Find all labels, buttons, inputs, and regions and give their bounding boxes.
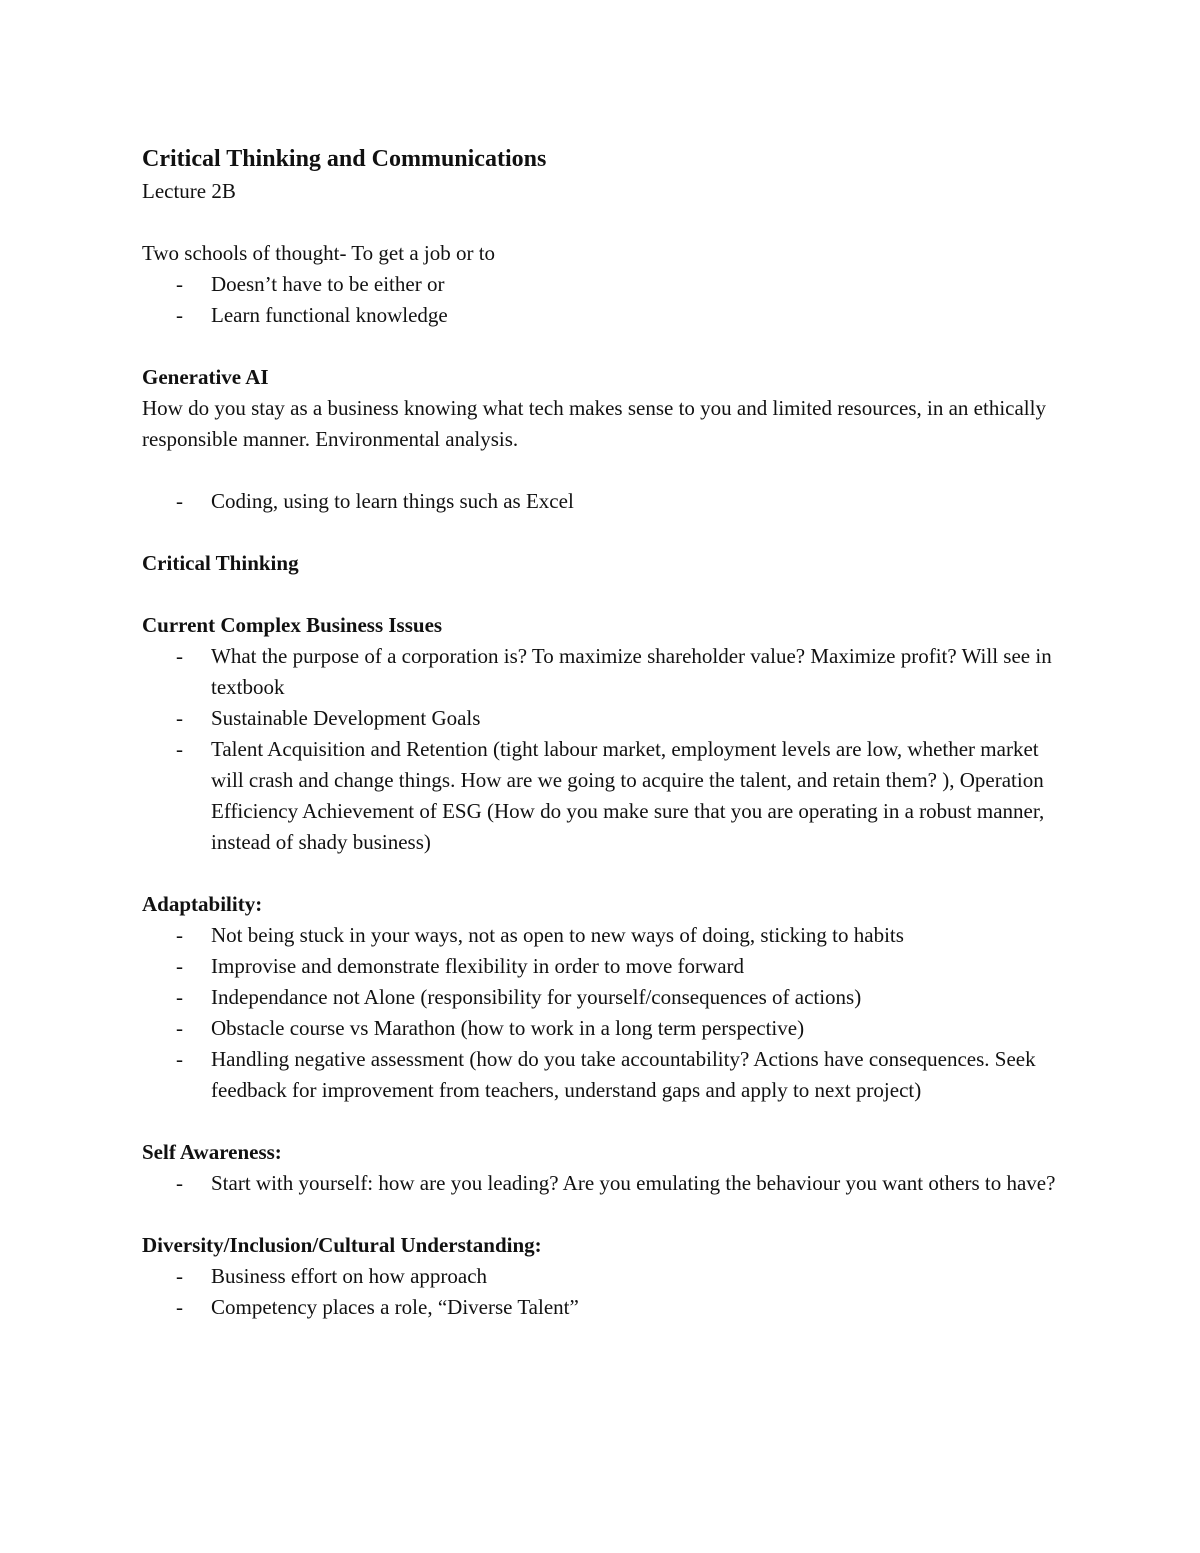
- section-heading: Current Complex Business Issues: [142, 613, 443, 637]
- list-item: [142, 1013, 1062, 1044]
- list-item-text: Competency places a role, “Diverse Talent”: [211, 1295, 579, 1319]
- intro-list: [142, 269, 1062, 331]
- dash-bullet: -: [176, 489, 183, 513]
- generative-ai-section: [142, 362, 1062, 517]
- list-item: [142, 300, 1062, 331]
- list-item: [142, 486, 1062, 517]
- dash-bullet: -: [176, 706, 183, 730]
- list-item-text: What the purpose of a corporation is? To maximize shareholder value? Maximize profit? Will see in textbook: [211, 644, 1052, 699]
- list-item: [142, 1261, 1062, 1292]
- list-item: [142, 951, 1062, 982]
- dash-bullet: -: [176, 985, 183, 1009]
- diversity-section: [142, 1230, 1062, 1323]
- list-item: [142, 641, 1062, 703]
- spacer: [142, 1106, 1062, 1137]
- intro-section: [142, 238, 1062, 331]
- section-heading: Generative AI: [142, 365, 269, 389]
- dash-bullet: -: [176, 923, 183, 947]
- business-issues-section: [142, 610, 1062, 858]
- dash-bullet: -: [176, 1295, 183, 1319]
- list-item: [142, 982, 1062, 1013]
- list-item: [142, 269, 1062, 300]
- adaptability-section: [142, 889, 1062, 1106]
- list-item-text: Sustainable Development Goals: [211, 706, 481, 730]
- list-item: [142, 734, 1062, 858]
- list-item-text: Obstacle course vs Marathon (how to work in a long term perspective): [211, 1016, 805, 1040]
- document-title: Critical Thinking and Communications: [142, 146, 547, 172]
- list-item-text: Talent Acquisition and Retention (tight labour market, employment levels are low, whether market will crash and change things. How are we going to acquire the talent, and retain them? ), Operation Efficiency Achievement of ESG (How do you make sure that you are operating in a robust manner, instead of shady business): [211, 737, 1045, 854]
- list-item-text: Improvise and demonstrate flexibility in order to move forward: [211, 954, 745, 978]
- list-item: [142, 1168, 1062, 1199]
- spacer: [142, 517, 1062, 548]
- list-item-text: Start with yourself: how are you leading? Are you emulating the behaviour you want others to have?: [211, 1171, 1056, 1195]
- document-page: [142, 142, 1062, 1323]
- dash-bullet: -: [176, 644, 183, 668]
- list-item-text: Doesn’t have to be either or: [211, 272, 445, 296]
- document-subtitle: Lecture 2B: [142, 179, 236, 203]
- critical-thinking-section: [142, 548, 1062, 579]
- list-item: [142, 1292, 1062, 1323]
- spacer: [142, 331, 1062, 362]
- section-heading: Adaptability:: [142, 892, 263, 916]
- section-heading: Critical Thinking: [142, 551, 299, 575]
- list-item-text: Business effort on how approach: [211, 1264, 488, 1288]
- intro-text: Two schools of thought- To get a job or to: [142, 241, 496, 265]
- list-item-text: Handling negative assessment (how do you take accountability? Actions have consequences. Seek feedback for improvement from teachers, understand gaps and apply to next project): [211, 1047, 1036, 1102]
- dash-bullet: -: [176, 1016, 183, 1040]
- section-heading: Self Awareness:: [142, 1140, 282, 1164]
- business-issues-list: [142, 641, 1062, 858]
- list-item: [142, 920, 1062, 951]
- spacer: [142, 455, 1062, 486]
- dash-bullet: -: [176, 954, 183, 978]
- list-item-text: Learn functional knowledge: [211, 303, 448, 327]
- self-awareness-section: [142, 1137, 1062, 1199]
- spacer: [142, 579, 1062, 610]
- generative-ai-text: How do you stay as a business knowing what tech makes sense to you and limited resources, in an ethically responsible manner. Environmental analysis.: [142, 396, 1046, 451]
- dash-bullet: -: [176, 303, 183, 327]
- dash-bullet: -: [176, 737, 183, 761]
- spacer: [142, 1199, 1062, 1230]
- list-item-text: Coding, using to learn things such as Excel: [211, 489, 574, 513]
- diversity-list: [142, 1261, 1062, 1323]
- dash-bullet: -: [176, 272, 183, 296]
- self-awareness-list: [142, 1168, 1062, 1199]
- list-item: [142, 1044, 1062, 1106]
- list-item-text: Independance not Alone (responsibility for yourself/consequences of actions): [211, 985, 862, 1009]
- list-item-text: Not being stuck in your ways, not as open to new ways of doing, sticking to habits: [211, 923, 904, 947]
- dash-bullet: -: [176, 1171, 183, 1195]
- dash-bullet: -: [176, 1264, 183, 1288]
- dash-bullet: -: [176, 1047, 183, 1071]
- section-heading: Diversity/Inclusion/Cultural Understanding:: [142, 1233, 542, 1257]
- list-item: [142, 703, 1062, 734]
- spacer: [142, 858, 1062, 889]
- adaptability-list: [142, 920, 1062, 1106]
- generative-ai-list: [142, 486, 1062, 517]
